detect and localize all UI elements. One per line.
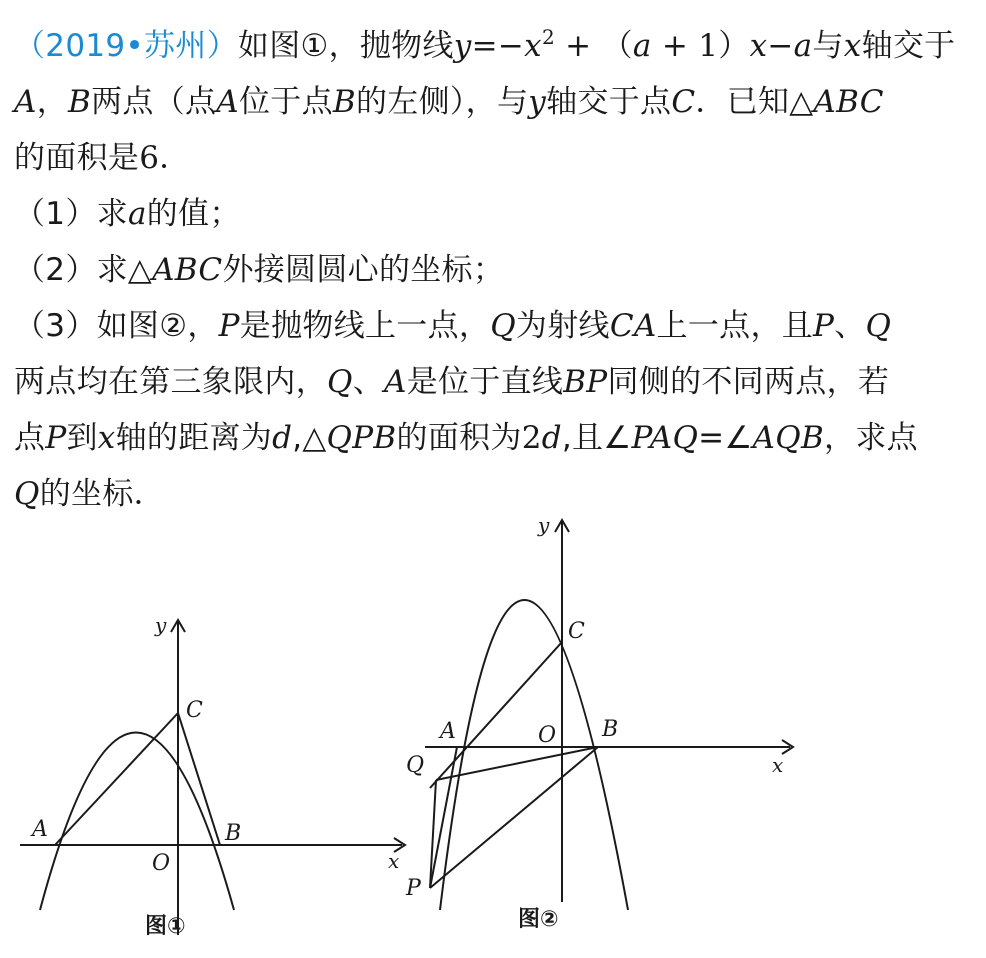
parabola-curve — [440, 600, 628, 910]
text: 是位于直线 — [406, 364, 564, 400]
math-op: + （ — [555, 28, 633, 64]
text: ， — [36, 84, 68, 120]
math-exponent: 2 — [541, 25, 555, 49]
math-var: QPB — [326, 420, 397, 456]
text: 的面积是 — [14, 140, 140, 176]
math-var: B — [68, 84, 92, 120]
x-axis-label: x — [388, 849, 400, 873]
text: 点 — [14, 420, 46, 456]
point-a-label: A — [440, 719, 456, 744]
math-var: x — [749, 28, 768, 64]
math-op: − — [767, 28, 794, 64]
math-var: a — [632, 28, 652, 64]
text: ，求点 — [824, 420, 918, 456]
problem-source: （2019•苏州） — [14, 28, 238, 64]
text: 两点（点 — [91, 84, 217, 120]
math-var: Q — [327, 364, 353, 400]
text: （2）求△ — [14, 252, 153, 288]
math-var: x — [524, 28, 542, 64]
segment-ac — [55, 713, 178, 845]
math-var: PAQ — [631, 420, 699, 456]
point-q-label: Q — [406, 753, 425, 778]
math-op: + 1） — [651, 28, 750, 64]
text: 同侧的不同两点，若 — [607, 364, 890, 400]
math-var: B — [332, 84, 356, 120]
math-var: a — [127, 196, 147, 232]
question-3-line-3 — [14, 410, 974, 466]
math-op: =− — [471, 28, 525, 64]
math-var: a — [793, 28, 813, 64]
text: 与 — [812, 28, 844, 64]
math-var: ABC — [152, 252, 223, 288]
figure-1 — [0, 600, 430, 950]
text: （1）求 — [14, 196, 128, 232]
text: 的面积为 — [396, 420, 522, 456]
text: 、 — [352, 364, 385, 400]
math-var: x — [97, 420, 116, 456]
text: 为射线 — [515, 308, 610, 344]
math-var: A — [14, 84, 37, 120]
math-var: Q — [14, 476, 40, 512]
problem-line-1 — [14, 18, 974, 74]
point-p-label: P — [406, 876, 421, 901]
math-var: A — [216, 84, 239, 120]
question-3-line-2 — [14, 354, 974, 410]
point-b-label: B — [225, 821, 242, 846]
x-axis-label: x — [772, 753, 784, 777]
figure-2-caption: 图② — [518, 907, 559, 932]
figure-1-caption: 图① — [145, 914, 186, 939]
point-c-label: C — [568, 619, 585, 644]
segment-cb — [178, 713, 220, 845]
text: ．已知△ — [695, 84, 814, 120]
math-var: x — [843, 28, 862, 64]
text: 是抛物线上一点， — [239, 308, 491, 344]
text: 轴交于 — [861, 28, 956, 64]
text: 的左侧），与 — [355, 84, 529, 120]
text: 的值； — [146, 196, 241, 232]
math-var: P — [218, 308, 240, 344]
parabola-curve — [40, 733, 234, 911]
problem-line-2 — [14, 74, 974, 130]
math-num: 6 — [139, 140, 160, 176]
math-var: ABC — [813, 84, 884, 120]
origin-label: O — [152, 851, 171, 876]
text: 轴交于点 — [546, 84, 672, 120]
math-var: y — [528, 84, 547, 120]
figure-2 — [400, 510, 820, 950]
text: 轴的距离为 — [115, 420, 273, 456]
math-var: y — [453, 28, 472, 64]
text: ． — [159, 140, 191, 176]
question-3 — [14, 298, 974, 354]
question-1 — [14, 186, 974, 242]
math-var: Q — [865, 308, 892, 344]
text: 到 — [66, 420, 98, 456]
text: （3）如图②， — [14, 308, 219, 344]
text: ,且∠ — [561, 420, 632, 456]
math-var: CA — [609, 308, 657, 344]
text: 两点均在第三象限内， — [14, 364, 327, 400]
math-var: C — [671, 84, 696, 120]
text: ,△ — [292, 420, 327, 456]
math-var: Q — [490, 308, 516, 344]
problem-line-3 — [14, 130, 974, 186]
math-var: P — [45, 420, 67, 456]
y-axis-label: y — [155, 613, 167, 637]
text: 位于点 — [238, 84, 333, 120]
point-c-label: C — [186, 698, 203, 723]
text: =∠ — [698, 420, 753, 456]
point-a-label: A — [32, 817, 48, 842]
point-b-label: B — [602, 717, 619, 742]
math-var: A — [384, 364, 407, 400]
origin-label: O — [538, 723, 557, 748]
ray-ca — [430, 642, 562, 788]
y-axis-label: y — [538, 513, 550, 537]
math-var: d — [541, 420, 562, 456]
math-var: BP — [563, 364, 608, 400]
math-var: d — [272, 420, 293, 456]
text: 、 — [834, 308, 866, 344]
text: 如图①，抛物线 — [237, 28, 454, 64]
math-num: 2 — [521, 420, 542, 456]
math-var: P — [813, 308, 835, 344]
math-var: AQB — [752, 420, 825, 456]
problem-statement — [14, 18, 974, 522]
text: 外接圆圆心的坐标； — [222, 252, 505, 288]
question-2 — [14, 242, 974, 298]
text: 上一点，且 — [656, 308, 814, 344]
text: 的坐标． — [39, 476, 165, 512]
segment-pb — [430, 747, 598, 888]
